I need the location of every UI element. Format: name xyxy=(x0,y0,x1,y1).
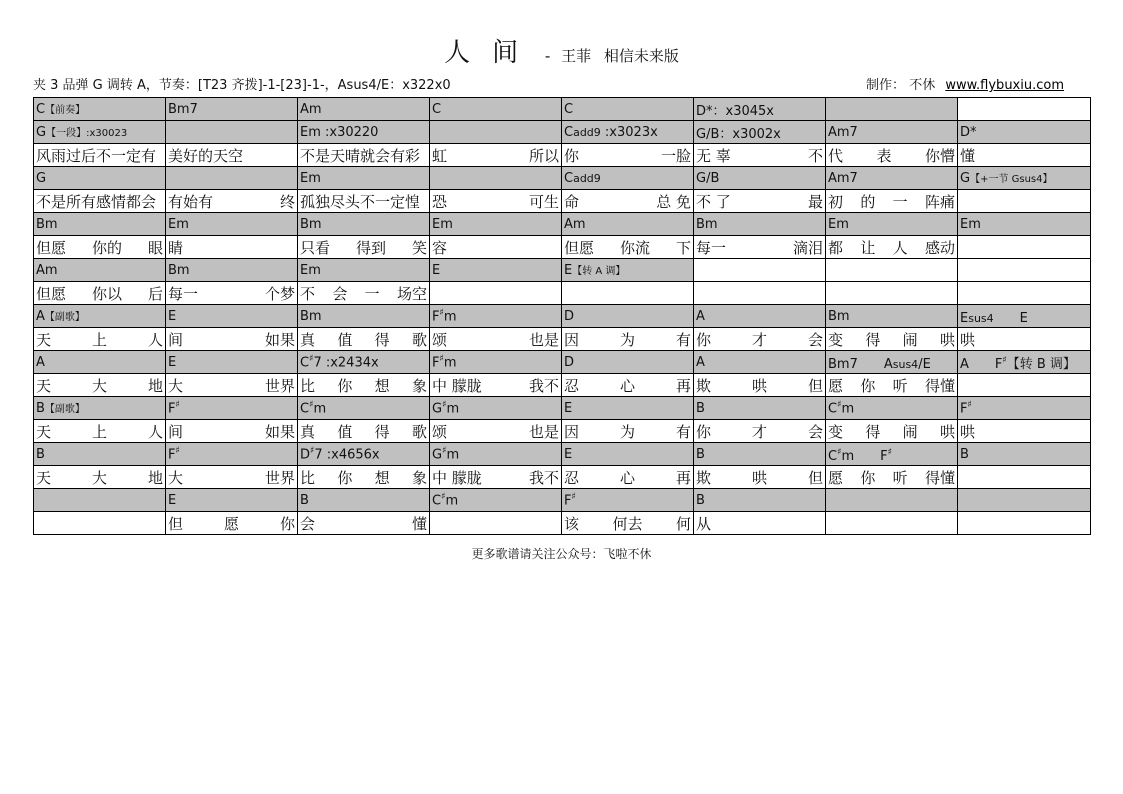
chord-cell xyxy=(694,259,826,282)
chord-cell: B xyxy=(694,489,826,512)
chord-cell: Bm xyxy=(34,213,166,236)
chord-cell: B xyxy=(694,443,826,466)
lyric-cell: 会 懂 xyxy=(298,512,430,535)
lyric-row xyxy=(34,512,1091,535)
chord-cell: F♯ xyxy=(562,489,694,512)
lyric-cell: 代 表 你懵 xyxy=(826,144,958,167)
chord-cell: D* xyxy=(958,121,1091,144)
lyric-cell: 颂 也是 xyxy=(430,328,562,351)
chord-cell: A【副歌】 xyxy=(34,305,166,328)
chord-cell: G/B：x3002x xyxy=(694,121,826,144)
chord-cell: A F♯【转 B 调】 xyxy=(958,351,1091,374)
chord-cell: Bm7 xyxy=(166,98,298,121)
lyric-row xyxy=(34,144,1091,167)
lyric-cell: 真 值 得 歌 xyxy=(298,420,430,443)
song-title: 人间 xyxy=(444,38,541,68)
chord-cell: B xyxy=(694,397,826,420)
lyric-cell xyxy=(958,190,1091,213)
chord-cell: C【前奏】 xyxy=(34,98,166,121)
chord-cell xyxy=(34,489,166,512)
lyric-cell: 从 xyxy=(694,512,826,535)
lyric-cell: 颂 也是 xyxy=(430,420,562,443)
chord-cell: A xyxy=(694,305,826,328)
chord-cell: Bm xyxy=(694,213,826,236)
chord-cell: E xyxy=(166,351,298,374)
chord-cell: Cadd9 xyxy=(562,167,694,190)
song-title-line xyxy=(0,32,1123,69)
chord-cell: Bm xyxy=(298,305,430,328)
chord-cell: D♯7 :x4656x xyxy=(298,443,430,466)
lyric-cell: 但 愿 你 xyxy=(166,512,298,535)
lyric-cell xyxy=(958,236,1091,259)
lyric-cell: 容 xyxy=(430,236,562,259)
lyric-cell: 变 得 闹 哄 xyxy=(826,420,958,443)
lyric-cell xyxy=(562,282,694,305)
lyric-cell: 哄 xyxy=(958,420,1091,443)
lyric-cell: 天 上 人 xyxy=(34,420,166,443)
lyric-row xyxy=(34,236,1091,259)
lyric-cell: 比 你 想 象 xyxy=(298,374,430,397)
chord-cell: D*：x3045x xyxy=(694,98,826,121)
lyric-cell xyxy=(958,282,1091,305)
chord-row xyxy=(34,397,1091,420)
chord-cell: B【副歌】 xyxy=(34,397,166,420)
lyric-cell: 欺 哄 但 xyxy=(694,374,826,397)
lyric-row xyxy=(34,328,1091,351)
lyric-cell xyxy=(430,512,562,535)
lyric-cell: 大 世界 xyxy=(166,374,298,397)
chord-row xyxy=(34,121,1091,144)
lyric-cell: 愿 你 听 得懂 xyxy=(826,466,958,489)
chord-cell: Am7 xyxy=(826,167,958,190)
chord-row xyxy=(34,305,1091,328)
lyric-cell: 天 大 地 xyxy=(34,466,166,489)
chord-cell: E xyxy=(562,443,694,466)
chord-cell: B xyxy=(34,443,166,466)
chord-cell: Bm xyxy=(166,259,298,282)
lyric-cell: 变 得 闹 哄 xyxy=(826,328,958,351)
chord-cell xyxy=(826,98,958,121)
lyric-cell: 不 了 最 xyxy=(694,190,826,213)
lyric-cell: 只看 得到 笑 xyxy=(298,236,430,259)
lyric-cell: 比 你 想 象 xyxy=(298,466,430,489)
lyric-cell: 命 总 免 xyxy=(562,190,694,213)
chord-cell: Am xyxy=(34,259,166,282)
credit-label: 制作： xyxy=(866,78,906,93)
lyric-cell: 因 为 有 xyxy=(562,328,694,351)
lyric-cell: 初 的 一 阵痛 xyxy=(826,190,958,213)
lyric-cell xyxy=(34,512,166,535)
capo-rhythm-info: 夹 3 品弹 G 调转 A，节奏：[T23 齐拨]-1-[23]-1-，Asus4/E：x322x0 xyxy=(33,78,451,93)
chord-cell: Em xyxy=(958,213,1091,236)
credit xyxy=(866,74,1064,93)
lyric-cell: 真 值 得 歌 xyxy=(298,328,430,351)
chord-cell xyxy=(166,121,298,144)
lyric-cell: 你 才 会 xyxy=(694,328,826,351)
chord-cell: E xyxy=(430,259,562,282)
chord-cell xyxy=(958,489,1091,512)
chord-cell xyxy=(958,98,1091,121)
chord-cell: G♯m xyxy=(430,397,562,420)
chord-cell: E xyxy=(166,305,298,328)
chord-sheet-table xyxy=(33,97,1091,535)
chord-cell: C♯m F♯ xyxy=(826,443,958,466)
lyric-cell: 但愿 你的 眼 xyxy=(34,236,166,259)
chord-cell: F♯ xyxy=(166,443,298,466)
chord-cell: G♯m xyxy=(430,443,562,466)
lyric-cell: 愿 你 听 得懂 xyxy=(826,374,958,397)
chord-cell: D xyxy=(562,305,694,328)
chord-cell: F♯ xyxy=(958,397,1091,420)
chord-row xyxy=(34,351,1091,374)
lyric-cell: 美好的天空 xyxy=(166,144,298,167)
chord-row xyxy=(34,213,1091,236)
chord-cell: B xyxy=(958,443,1091,466)
credit-name: 不休 xyxy=(909,78,936,93)
chord-cell xyxy=(826,489,958,512)
lyric-cell: 中 朦胧 我不 xyxy=(430,374,562,397)
chord-cell: Bm xyxy=(298,213,430,236)
lyric-cell: 都 让 人 感动 xyxy=(826,236,958,259)
chord-cell: Bm7 Asus4/E xyxy=(826,351,958,374)
chord-cell: Cadd9 :x3023x xyxy=(562,121,694,144)
lyric-cell: 虹 所以 xyxy=(430,144,562,167)
lyric-cell: 每一 滴泪 xyxy=(694,236,826,259)
lyric-cell: 风雨过后不一定有 xyxy=(34,144,166,167)
version-label: 相信未来版 xyxy=(603,47,679,65)
lyric-cell xyxy=(826,282,958,305)
lyric-cell: 间 如果 xyxy=(166,328,298,351)
lyric-cell: 不是所有感情都会 xyxy=(34,190,166,213)
chord-cell: D xyxy=(562,351,694,374)
chord-cell: Em xyxy=(166,213,298,236)
chord-cell: E xyxy=(562,397,694,420)
lyric-cell: 恐 可生 xyxy=(430,190,562,213)
lyric-cell: 睛 xyxy=(166,236,298,259)
lyric-cell: 但愿 你流 下 xyxy=(562,236,694,259)
lyric-row xyxy=(34,190,1091,213)
chord-cell: G xyxy=(34,167,166,190)
chord-cell: F♯m xyxy=(430,305,562,328)
chord-cell: B xyxy=(298,489,430,512)
chord-row xyxy=(34,489,1091,512)
artist-name: 王菲 xyxy=(561,47,592,65)
chord-cell: C xyxy=(430,98,562,121)
title-separator: - xyxy=(544,47,551,65)
chord-cell: C♯m xyxy=(298,397,430,420)
chord-cell: Em xyxy=(430,213,562,236)
website-link[interactable]: www.flybuxiu.com xyxy=(945,78,1064,93)
lyric-cell: 有始有 终 xyxy=(166,190,298,213)
lyric-cell xyxy=(958,512,1091,535)
chord-cell xyxy=(430,121,562,144)
lyric-row xyxy=(34,420,1091,443)
lyric-cell: 因 为 有 xyxy=(562,420,694,443)
lyric-cell: 中 朦胧 我不 xyxy=(430,466,562,489)
chord-cell: G【+一节 Gsus4】 xyxy=(958,167,1091,190)
lyric-cell xyxy=(826,512,958,535)
chord-cell: Em xyxy=(826,213,958,236)
chord-cell: F♯ xyxy=(166,397,298,420)
lyric-cell: 你 一脸 xyxy=(562,144,694,167)
chord-row xyxy=(34,167,1091,190)
lyric-cell: 懂 xyxy=(958,144,1091,167)
chord-cell xyxy=(166,167,298,190)
lyric-cell: 天 大 地 xyxy=(34,374,166,397)
chord-cell: C xyxy=(562,98,694,121)
lyric-cell: 该 何去 何 xyxy=(562,512,694,535)
chord-cell: C♯m xyxy=(826,397,958,420)
lyric-cell: 无 辜 不 xyxy=(694,144,826,167)
lyric-cell: 忍 心 再 xyxy=(562,466,694,489)
chord-row xyxy=(34,443,1091,466)
chord-row xyxy=(34,259,1091,282)
chord-cell: E【转 A 调】 xyxy=(562,259,694,282)
chord-cell: E xyxy=(166,489,298,512)
chord-cell: C♯m xyxy=(430,489,562,512)
lyric-cell: 孤独尽头不一定惶 xyxy=(298,190,430,213)
lyric-cell: 欺 哄 但 xyxy=(694,466,826,489)
lyric-cell xyxy=(958,466,1091,489)
lyric-cell: 你 才 会 xyxy=(694,420,826,443)
chord-cell: Am xyxy=(298,98,430,121)
lyric-cell: 哄 xyxy=(958,328,1091,351)
lyric-cell: 每一 个梦 xyxy=(166,282,298,305)
footer-note: 更多歌谱请关注公众号：飞啦不休 xyxy=(471,547,652,561)
chord-cell: Am xyxy=(562,213,694,236)
chord-cell: Em :x30220 xyxy=(298,121,430,144)
chord-cell: A xyxy=(34,351,166,374)
lyric-cell xyxy=(694,282,826,305)
lyric-cell: 间 如果 xyxy=(166,420,298,443)
chord-cell: Esus4 E xyxy=(958,305,1091,328)
chord-row xyxy=(34,98,1091,121)
chord-cell: C♯7 :x2434x xyxy=(298,351,430,374)
chord-cell: Em xyxy=(298,167,430,190)
lyric-cell: 天 上 人 xyxy=(34,328,166,351)
lyric-cell xyxy=(430,282,562,305)
chord-cell: G【一段】:x30023 xyxy=(34,121,166,144)
chord-cell: Bm xyxy=(826,305,958,328)
chord-cell: G/B xyxy=(694,167,826,190)
lyric-cell: 不 会 一 场空 xyxy=(298,282,430,305)
chord-cell: F♯m xyxy=(430,351,562,374)
lyric-row xyxy=(34,374,1091,397)
chord-cell xyxy=(826,259,958,282)
chord-cell: Am7 xyxy=(826,121,958,144)
lyric-cell: 但愿 你以 后 xyxy=(34,282,166,305)
chord-cell xyxy=(958,259,1091,282)
chord-cell xyxy=(430,167,562,190)
lyric-cell: 大 世界 xyxy=(166,466,298,489)
lyric-cell: 不是天晴就会有彩 xyxy=(298,144,430,167)
lyric-cell: 忍 心 再 xyxy=(562,374,694,397)
lyric-row xyxy=(34,466,1091,489)
info-bar xyxy=(33,74,1064,93)
lyric-cell xyxy=(958,374,1091,397)
chord-cell: A xyxy=(694,351,826,374)
lyric-row xyxy=(34,282,1091,305)
chord-cell: Em xyxy=(298,259,430,282)
